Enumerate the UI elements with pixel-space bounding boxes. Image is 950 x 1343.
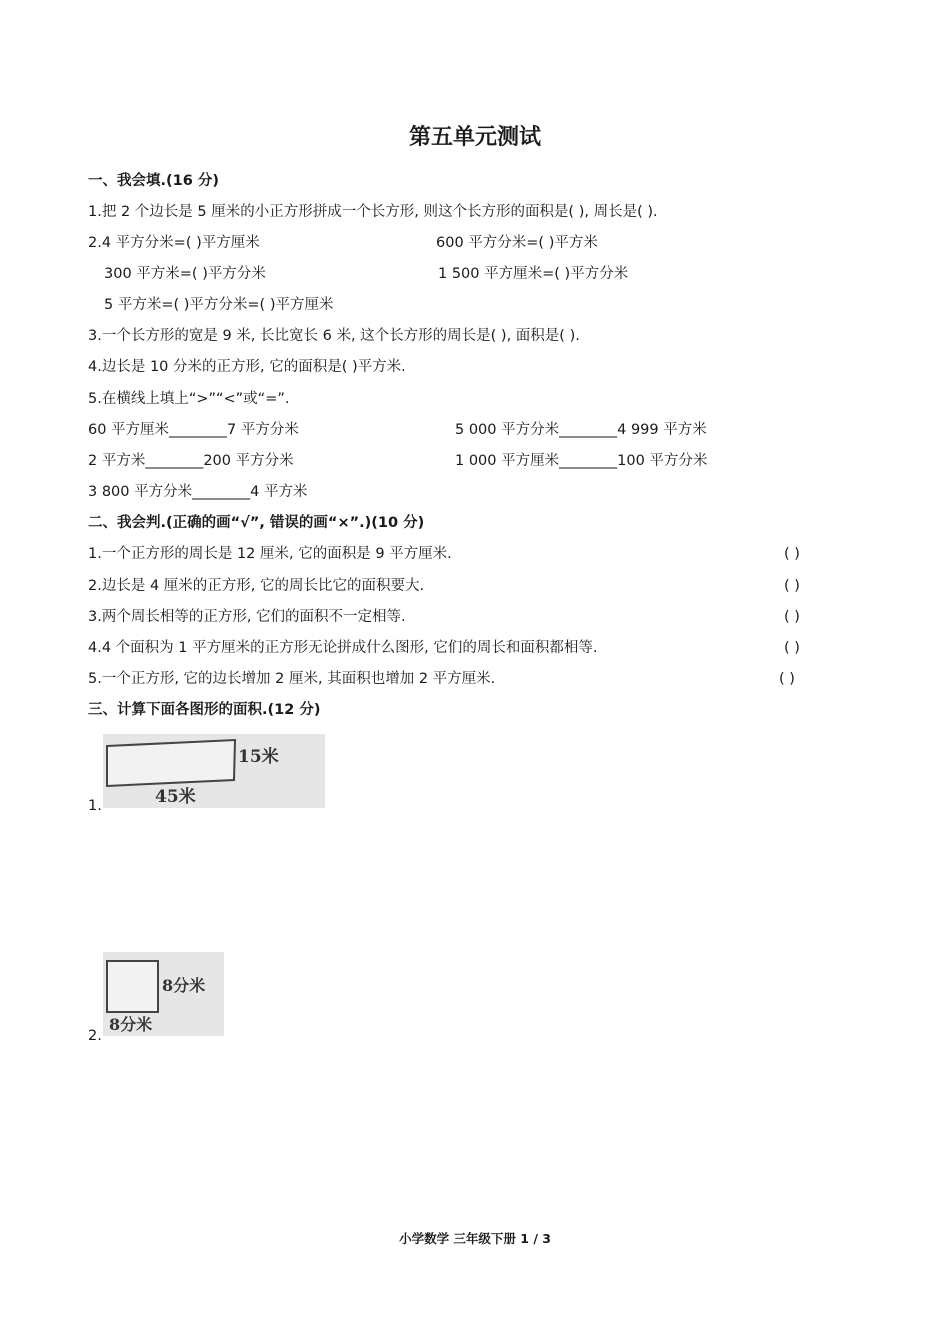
question-1-2b: 600 平方分米=( )平方米 [436,235,598,251]
judge-item-3: 3.两个周长相等的正方形, 它们的面积不一定相等. [88,609,406,625]
square-figure [103,952,224,1036]
judge-answer-paren-1: ( ) [784,546,800,562]
judge-answer-paren-5: ( ) [779,671,795,687]
question-1-5a: 60 平方厘米________7 平方分米 [88,422,299,438]
figure-2-number: 2. [88,1028,102,1044]
rectangle-width-label: 15米 [238,747,279,767]
judge-answer-paren-2: ( ) [784,578,800,594]
question-1-2e: 5 平方米=( )平方分米=( )平方厘米 [104,297,334,313]
judge-answer-paren-3: ( ) [784,609,800,625]
question-1-5b: 5 000 平方分米________4 999 平方米 [455,422,707,438]
question-1-2a: 2.4 平方分米=( )平方厘米 [88,235,260,251]
question-1-3: 3.一个长方形的宽是 9 米, 长比宽长 6 米, 这个长方形的周长是( ), 面积是( ). [88,328,580,344]
page-title: 第五单元测试 [408,125,541,150]
question-1-2c: 300 平方米=( )平方分米 [104,266,266,282]
rectangle-shape [107,740,235,786]
square-side-bottom-label: 8分米 [109,1015,153,1034]
square-diagram [103,952,224,1036]
question-1-5e: 3 800 平方分米________4 平方米 [88,484,308,500]
question-1-4: 4.边长是 10 分米的正方形, 它的面积是( )平方米. [88,359,406,375]
judge-item-1: 1.一个正方形的周长是 12 厘米, 它的面积是 9 平方厘米. [88,546,452,562]
rectangle-diagram [103,734,325,808]
judge-answer-paren-4: ( ) [784,640,800,656]
judge-item-2: 2.边长是 4 厘米的正方形, 它的周长比它的面积要大. [88,578,425,594]
figure-1-number: 1. [88,798,102,814]
square-shape [107,961,158,1012]
question-1-5d: 1 000 平方厘米________100 平方分米 [455,453,708,469]
rectangle-figure [103,734,325,808]
judge-item-5: 5.一个正方形, 它的边长增加 2 厘米, 其面积也增加 2 平方厘米. [88,671,496,687]
page-footer: 小学数学 三年级下册 1 / 3 [399,1231,551,1246]
question-1-5-stem: 5.在横线上填上“>”“<”或“=”. [88,391,290,407]
section2-heading: 二、我会判.(正确的画“√”, 错误的画“×”.)(10 分) [88,515,425,531]
section3-heading: 三、计算下面各图形的面积.(12 分) [88,702,321,718]
question-1-1: 1.把 2 个边长是 5 厘米的小正方形拼成一个长方形, 则这个长方形的面积是( ), 周长是( ). [88,204,658,220]
question-1-2d: 1 500 平方厘米=( )平方分米 [438,266,629,282]
rectangle-length-label: 45米 [155,787,196,807]
judge-item-4: 4.4 个面积为 1 平方厘米的正方形无论拼成什么图形, 它们的周长和面积都相等. [88,640,598,656]
square-side-right-label: 8分米 [162,976,206,995]
question-1-5c: 2 平方米________200 平方分米 [88,453,294,469]
section1-heading: 一、我会填.(16 分) [88,173,219,189]
